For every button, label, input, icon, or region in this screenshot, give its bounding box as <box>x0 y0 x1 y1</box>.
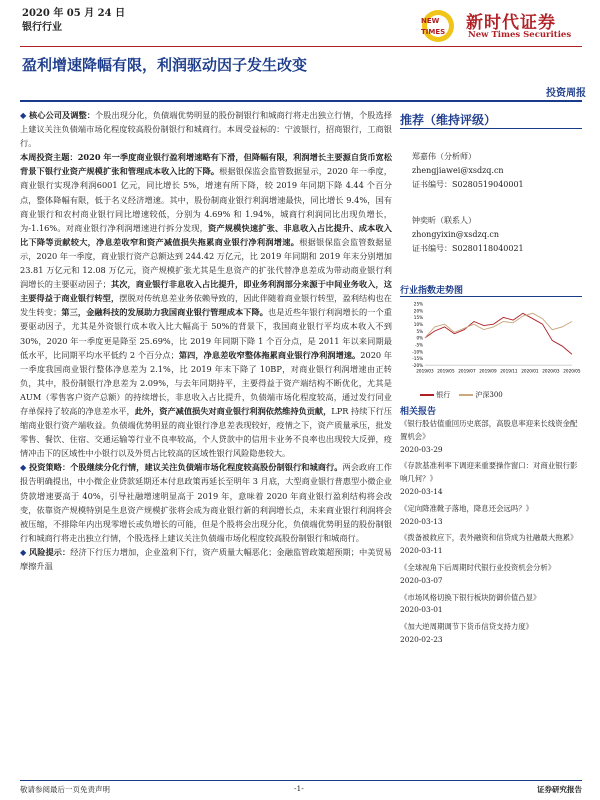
related-report-date: 2020-02-23 <box>400 634 443 644</box>
page-number: -1- <box>294 784 304 793</box>
x-tick-label: 2020/05 <box>563 368 581 374</box>
para-heading: 核心公司及调整： <box>29 110 96 120</box>
y-tick-label: 0% <box>416 335 424 341</box>
y-tick-label: -5% <box>414 342 424 348</box>
brand-logo <box>418 6 586 44</box>
para-emphasis: 其次，商业银行非息收入占比提升，即业务利润部分来源于中间业务收入，这主要得益于商业银行转型， <box>20 279 392 304</box>
para-text: 两会政府工作报告明确提出，中小微企业贷款延期还本付息政策再延长至明年 3 月底，大型商业银行普惠型小微企业贷款增速要高于 40%，引导社融增速明显高于 2019 年，意味着 2020 年商业银行盈利结构将会改变，依靠资产规模特别是生息资产规模扩张将会成为商业银行新的利润增长点，未来商业银行利润将会被压缩，不排除年内出现零增长或负增长的可能，但是个股将会出现分化，负债端优势明显的股份制银行和城商行将走出独立行情，个股选择上建议关注负债端市场化程度较高股份制银行和城商行。 <box>20 462 392 543</box>
related-report-date: 2020-03-01 <box>400 605 443 615</box>
para-text: 摆脱对传统息差业务依赖导致的，因此伴随着商业银行转型，盈利结构也在发生转变； <box>20 293 392 318</box>
para-text: 根据银保监会监管数据显示，2020 年一季度，商业银行资产总额达到 244.42 万亿元，比 2019 年同期和 2019 年末分别增加 23.81 万亿元和 12.08 万亿元，资产规模扩张尤其是生息资产的扩张代替净息差成为带动商业银行利润增长的主要驱动因子； <box>20 236 392 290</box>
x-tick-label: 2019/03 <box>416 368 434 374</box>
para-emphasis: 第三，金融科技的发展助力我国商业银行管理成本下降。 <box>61 307 269 318</box>
y-tick-label: 15% <box>413 315 424 321</box>
related-report-title[interactable]: 《全球视角下后周期时代银行业投资机会分析》 <box>400 562 556 572</box>
chart-legend <box>420 390 503 400</box>
analyst-block <box>412 214 524 256</box>
y-axis <box>412 302 572 368</box>
paragraph-theme <box>20 150 392 460</box>
header-divider <box>20 46 582 47</box>
paragraph-core <box>20 108 392 150</box>
x-axis <box>416 369 581 374</box>
analyst-name: 郑嘉伟（分析师） <box>412 152 476 161</box>
para-heading: 风险提示： <box>29 546 71 557</box>
report-title: 盈利增速降幅有限，利润驱动因子发生改变 <box>22 56 308 74</box>
related-report-title[interactable]: 《拨备被救应下，表外融资和信贷成为社融最大拖累》 <box>400 533 578 543</box>
analyst-cert: 证书编号：S0280519040001 <box>412 180 524 189</box>
paragraph-risk <box>20 545 392 573</box>
series-line-bank <box>425 313 572 354</box>
related-report-title[interactable]: 《市场风格切换下银行板块防御价值凸显》 <box>400 592 541 602</box>
para-emphasis: 资产规模快速扩张、非息收入占比提升、成本收入比下降等贡献较大，净息差收窄和资产减值损失拖累商业银行净利润增速。 <box>20 222 392 247</box>
para-heading: 本周投资主题： <box>20 152 78 163</box>
rating-label: 推荐（维持评级） <box>400 113 497 127</box>
new-times-logo-icon <box>418 6 464 44</box>
chart-series <box>425 313 572 354</box>
para-text: 根据银保监会监管数据显示，2020 年一季度，商业银行实现净利润6001 亿元，同比增长 5%，增速有所下降，较 2019 年同期下降 4.44 个百分点，整体降幅有限，低于名义经济增速。其中，股份制商业银行利润增速最快，同比增长 9.4%，国有商业银行和农村商业银行同比增速较低，分别为 4.69% 和 1.94%，城商行利润同比出现负增长，为-1.16%。对商业银行净利润增速进行拆分发现， <box>20 166 392 233</box>
related-title: 相关报告 <box>400 407 437 417</box>
industry-index-chart <box>400 300 582 380</box>
y-tick-label: -20% <box>412 362 424 368</box>
disclaimer-note: 敬请参阅最后一页免责声明 <box>20 785 110 794</box>
report-type: 投资周报 <box>546 88 586 99</box>
x-tick-label: 2019/11 <box>500 368 518 374</box>
y-tick-label: 20% <box>413 308 424 314</box>
para-text: 经济下行压力增加，企业盈利下行，资产质量大幅恶化；金融监管政策超预期；中美贸易摩擦升温 <box>20 546 392 571</box>
para-text: LPR 持续下行压缩商业银行资产端收益。负债端优势明显的商业银行净息差表现较好，疫情之下，资产质量承压，批发零售、餐饮、住宿、交通运输等行业不良率较高，个人贷款中的信用卡业务不良率也出现较大反弹，疫情冲击下的区域性中小银行以及外贸占比较高的区域性银行风险隐患较大。 <box>20 405 392 459</box>
x-tick-label: 2019/05 <box>437 368 455 374</box>
x-tick-label: 2020/01 <box>521 368 539 374</box>
para-emphasis: 2020 年一季度商业银行盈利增速略有下滑，但降幅有限，利润增长主要源自货币宽松背景下银行业资产规模扩张和管理成本收入比的下降。 <box>20 152 392 177</box>
related-report-date: 2020-03-14 <box>400 486 443 496</box>
x-tick-label: 2019/09 <box>479 368 497 374</box>
svg-text:TIMES: TIMES <box>421 28 446 36</box>
report-category: 证券研究报告 <box>537 785 582 794</box>
industry-label: 银行行业 <box>22 22 62 33</box>
para-text: 2020 年一季度我国商业银行整体净息差为 2.1%，比 2019 年末下降了 10BP，对商业银行利润增速由正转负，其中，股份制银行净息差为 2.09%，与去年同期持平，主要得益于资产端结构不断优化，尤其是 AUM（零售客户资产总额）的持续增长，非息收入占比提升，负债端市场化程度较高，通过发行同业存单保持了较高的净息差水平， <box>20 349 392 416</box>
y-tick-label: 10% <box>413 322 424 328</box>
related-report-title[interactable]: 《银行股估值重回历史底部，高股息率迎来长线资金配置机会》 <box>400 419 578 441</box>
related-reports <box>400 418 582 651</box>
para-text: 也是近些年银行利润增长的一个重要驱动因子，尤其是外资银行成本收入比大幅高于 50%的背景下，我国商业银行平均成本收入不到 30%，2020 年一季度更是降至 25.69%，比 2019 年同期下降 1 个百分点，是 2011 年以来同期最低水平，比同期平均水平低约 2 个百分点； <box>20 307 392 360</box>
x-tick-label: 2019/07 <box>458 368 476 374</box>
related-report-date: 2020-03-13 <box>400 516 443 526</box>
analyst-cert: 证书编号：S0280118040021 <box>412 244 524 253</box>
logo-english: New Times Securities <box>468 30 572 40</box>
bullet-icon: ◆ <box>20 462 30 473</box>
footer-divider <box>20 780 582 781</box>
logo-chinese: 新时代证券 <box>466 13 556 33</box>
related-report-date: 2020-03-11 <box>400 546 443 556</box>
y-tick-label: 25% <box>413 301 424 307</box>
para-emphasis: 第四，净息差收窄整体拖累商业银行净利润增速。 <box>178 349 361 360</box>
title-divider <box>20 100 582 102</box>
related-report-title[interactable]: 《存款基准利率下调迎来重要操作窗口：对商业银行影响几何？》 <box>400 461 578 484</box>
report-date: 2020 年 05 月 24 日 <box>22 8 126 19</box>
y-tick-label: 5% <box>416 328 424 334</box>
rating-divider <box>400 128 582 129</box>
para-text: 个股出现分化，负债端优势明显的股份制银行和城商行将走出独立行情，个股选择上建议关注负债端市场化程度较高股份制银行和城商行。本周受益标的：宁波银行，招商银行，工商银行。 <box>20 110 392 149</box>
chart-title: 行业指数走势图 <box>400 286 464 296</box>
legend-swatch-bank <box>420 394 434 396</box>
related-report-date: 2020-03-07 <box>400 575 443 585</box>
svg-text:NEW: NEW <box>421 17 440 25</box>
main-body <box>20 108 392 573</box>
x-tick-label: 2020/03 <box>542 368 560 374</box>
legend-label: 沪深300 <box>475 391 503 399</box>
para-heading: 投资策略： <box>29 462 71 473</box>
para-emphasis: 个股继续分化行情，建议关注负债端市场化程度较高股份制银行和城商行。 <box>70 462 343 473</box>
series-line-hs300 <box>425 313 572 338</box>
related-report-title[interactable]: 《定向降准靴子落地，降息还会远吗？》 <box>400 503 534 513</box>
para-emphasis: 此外，资产减值损失对商业银行利润依然维持负贡献， <box>134 405 332 416</box>
analyst-block <box>412 150 524 192</box>
bullet-icon: ◆ <box>20 110 30 120</box>
legend-label: 银行 <box>436 391 451 399</box>
related-report-title[interactable]: 《加大逆周期调节下货币信贷支持力度》 <box>400 622 534 632</box>
bullet-icon: ◆ <box>20 546 30 557</box>
analyst-email[interactable]: zhengjiawei@xsdzq.cn <box>412 166 504 175</box>
chart-title-divider <box>400 296 582 297</box>
analyst-email[interactable]: zhongyixin@xsdzq.cn <box>412 230 500 239</box>
analyst-name: 钟奕昕（联系人） <box>412 216 476 225</box>
legend-swatch-hs300 <box>459 394 473 396</box>
y-tick-label: -15% <box>412 356 424 362</box>
related-report-date: 2020-03-29 <box>400 444 443 454</box>
y-tick-label: -10% <box>412 349 424 355</box>
paragraph-strategy <box>20 460 392 545</box>
